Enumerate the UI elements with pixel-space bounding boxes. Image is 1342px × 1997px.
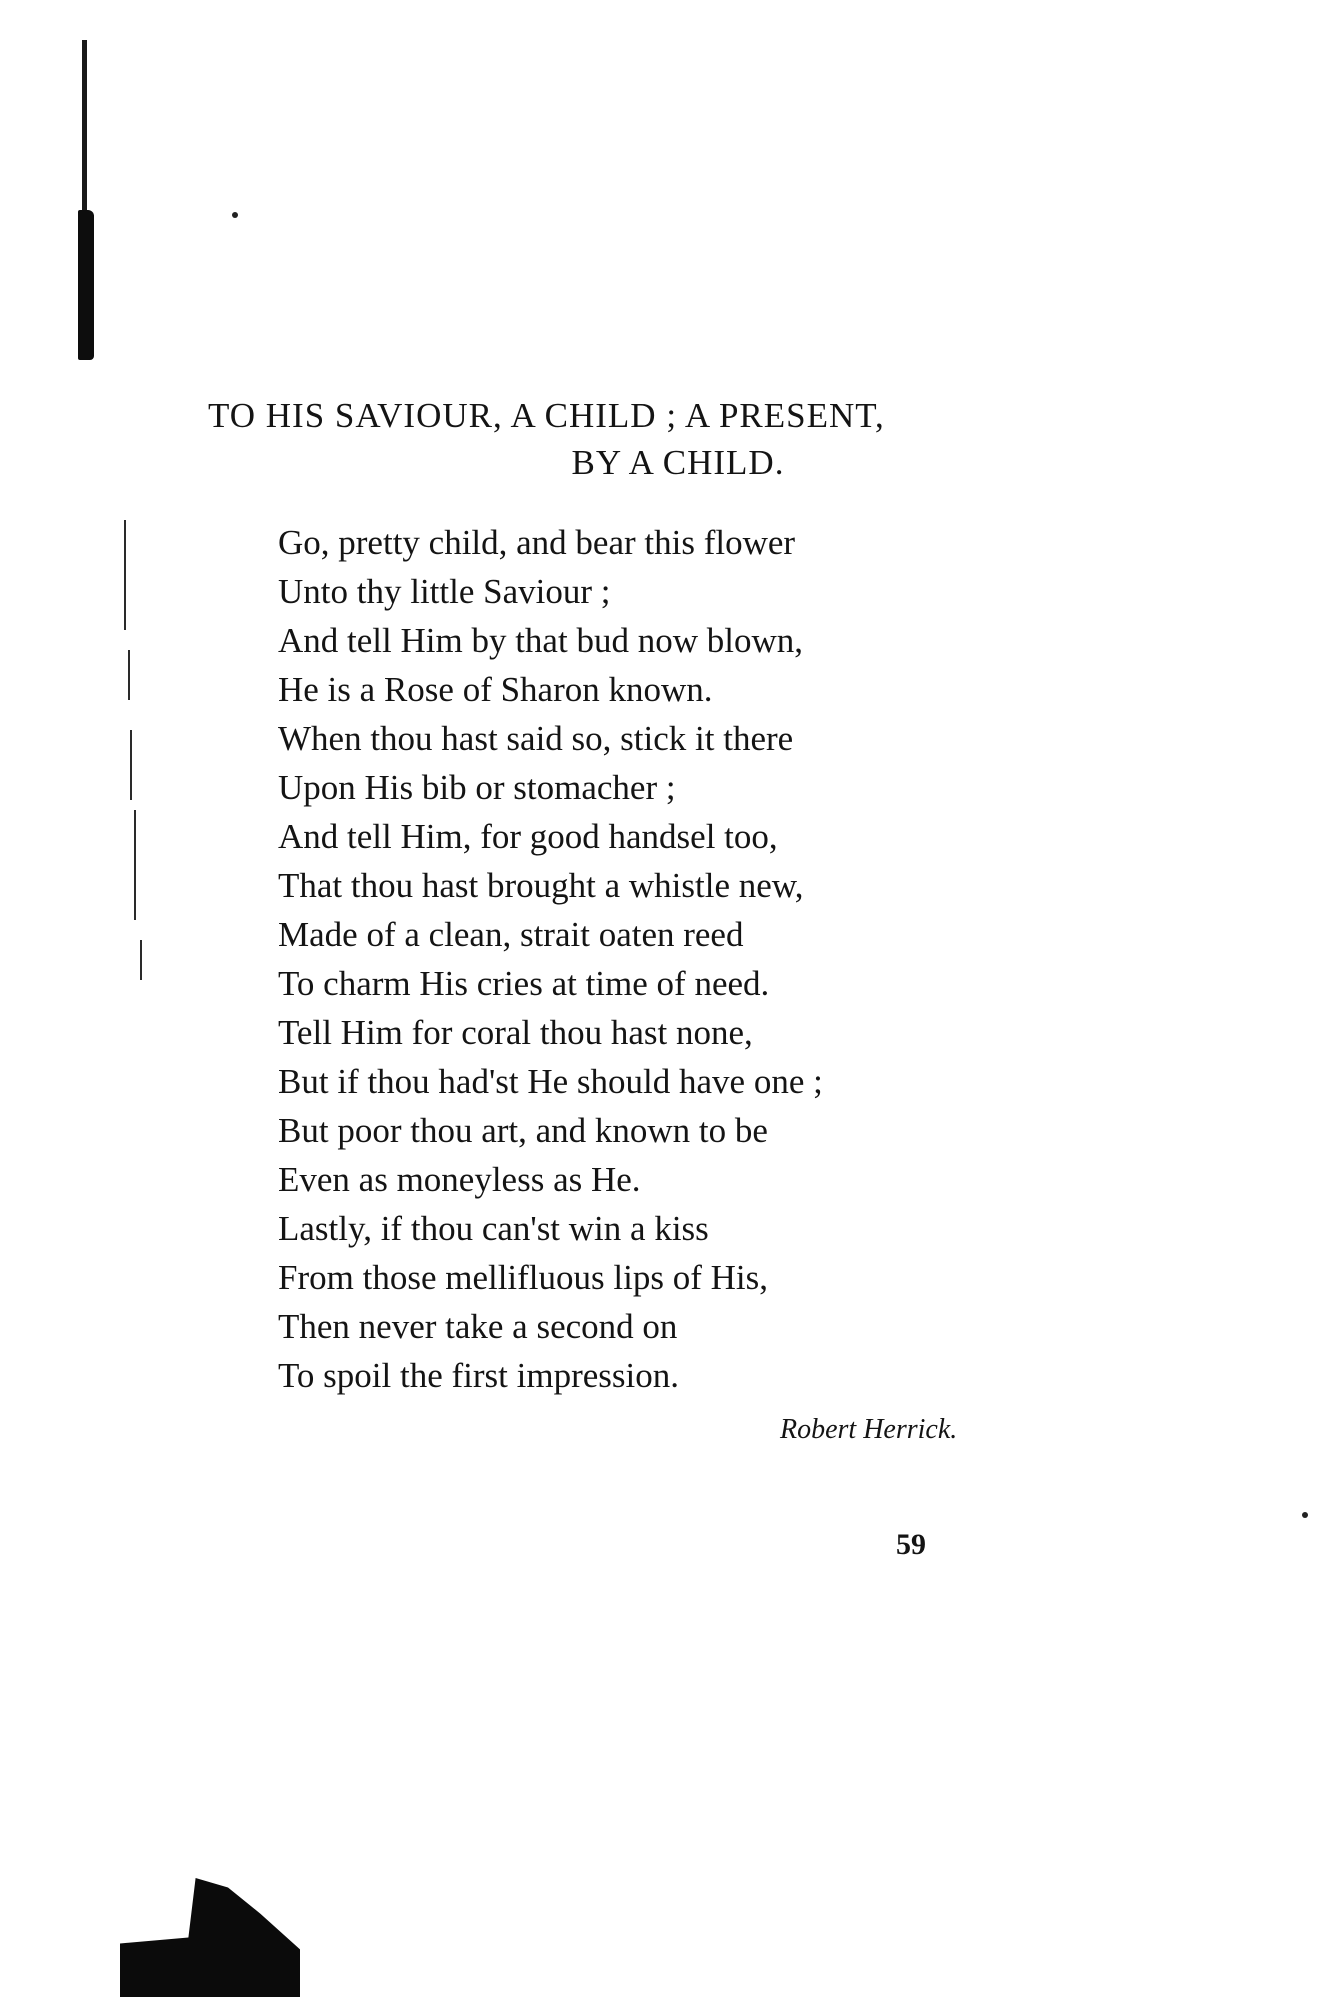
scan-corner-shadow bbox=[120, 1878, 300, 1997]
title-line-1: TO HIS SAVIOUR, A CHILD ; A PRESENT, bbox=[208, 396, 885, 435]
poem-line: From those mellifluous lips of His, bbox=[278, 1258, 768, 1297]
scan-edge-shadow bbox=[78, 210, 94, 360]
title-line-2: BY A CHILD. bbox=[571, 443, 785, 483]
poem-line: Made of a clean, strait oaten reed bbox=[278, 915, 744, 954]
poem-line: That thou hast brought a whistle new, bbox=[278, 866, 804, 905]
poem-line: When thou hast said so, stick it there bbox=[278, 719, 794, 758]
poem-line: But if thou had'st He should have one ; bbox=[278, 1062, 823, 1101]
margin-mark bbox=[124, 520, 126, 630]
poem-line: Lastly, if thou can'st win a kiss bbox=[278, 1209, 709, 1248]
margin-mark bbox=[130, 730, 132, 800]
page-number: 59 bbox=[896, 1528, 926, 1561]
poem-line: And tell Him by that bud now blown, bbox=[278, 621, 803, 660]
margin-mark bbox=[128, 650, 130, 700]
poem-line: He is a Rose of Sharon known. bbox=[278, 670, 713, 709]
poem-line: Upon His bib or stomacher ; bbox=[278, 768, 676, 807]
poem-line: To spoil the first impression. bbox=[278, 1356, 679, 1395]
margin-mark bbox=[140, 940, 142, 980]
poem-line: Unto thy little Saviour ; bbox=[278, 572, 611, 611]
author-attribution: Robert Herrick. bbox=[780, 1414, 958, 1445]
poem-line: Then never take a second on bbox=[278, 1307, 678, 1346]
poem-line: To charm His cries at time of need. bbox=[278, 964, 770, 1003]
poem-line: Go, pretty child, and bear this flower bbox=[278, 523, 796, 562]
margin-mark bbox=[134, 810, 136, 920]
ink-speck bbox=[1302, 1512, 1308, 1518]
poem-line: Tell Him for coral thou hast none, bbox=[278, 1013, 753, 1052]
poem-line: But poor thou art, and known to be bbox=[278, 1111, 768, 1150]
poem-body bbox=[278, 518, 1038, 1400]
poem-line: And tell Him, for good handsel too, bbox=[278, 817, 778, 856]
poem-line: Even as moneyless as He. bbox=[278, 1160, 641, 1199]
poem-title bbox=[208, 392, 1088, 487]
ink-speck bbox=[232, 212, 238, 218]
